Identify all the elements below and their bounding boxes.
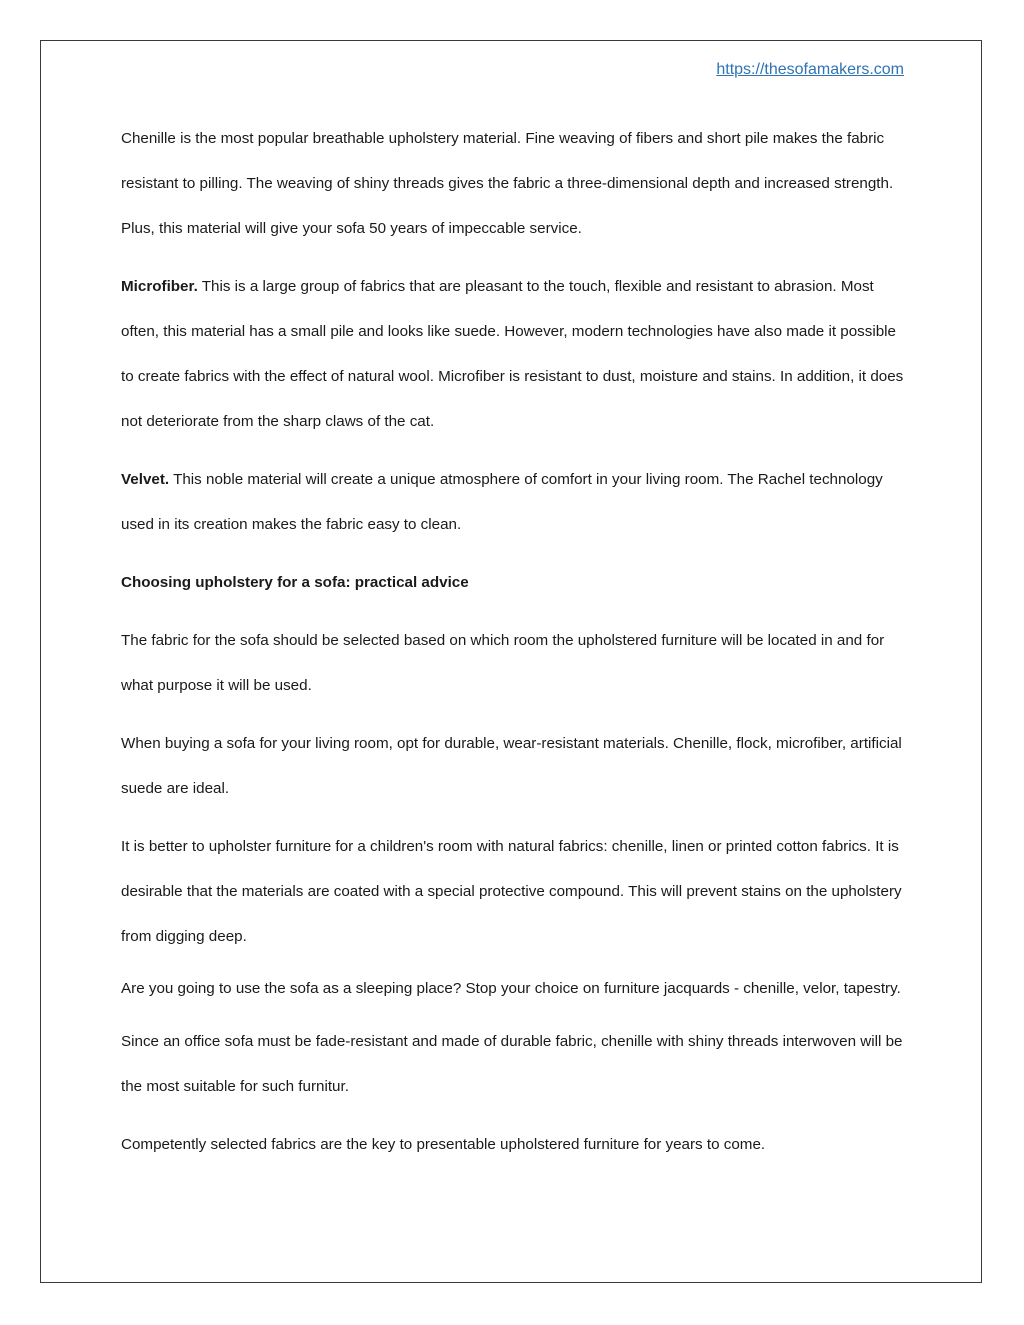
paragraph-sleeping: Are you going to use the sofa as a sleeping place? Stop your choice on furniture jacquards - chenille, velor, tapestry. bbox=[121, 980, 901, 997]
paragraph-chenille: Chenille is the most popular breathable upholstery material. Fine weaving of fibers and short pile makes the fabric resistant to pilling. The weaving of shiny threads gives the fabric a three-dimensional depth and increased strength. Plus, this material will give your sofa 50 years of impeccable service. bbox=[121, 130, 894, 237]
paragraph-living-room: When buying a sofa for your living room, opt for durable, wear-resistant materials. Chenille, flock, microfiber, artificial suede are ideal. bbox=[121, 735, 902, 797]
site-link[interactable]: https://thesofamakers.com bbox=[716, 61, 904, 78]
section-heading: Choosing upholstery for a sofa: practical advice bbox=[121, 574, 469, 591]
microfiber-text: This is a large group of fabrics that are pleasant to the touch, flexible and resistant to abrasion. Most often, this material has a small pile and looks like suede. However, modern technologies have also made it possible to create fabrics with the effect of natural wool. Microfiber is resistant to dust, moisture and stains. In addition, it does not deteriorate from the sharp claws of the cat. bbox=[121, 278, 904, 430]
paragraph-fabric-selection: The fabric for the sofa should be selected based on which room the upholstered furniture will be located in and for what purpose it will be used. bbox=[121, 632, 885, 694]
paragraph-velvet bbox=[121, 457, 911, 547]
paragraph-conclusion: Competently selected fabrics are the key to presentable upholstered furniture for years to come. bbox=[121, 1136, 766, 1153]
microfiber-heading: Microfiber. bbox=[121, 278, 198, 295]
paragraph-microfiber bbox=[121, 264, 911, 444]
velvet-heading: Velvet. bbox=[121, 471, 170, 488]
paragraph-childrens-room: It is better to upholster furniture for a children's room with natural fabrics: chenille, linen or printed cotton fabrics. It is desirable that the materials are coated with a special protective compound. This will prevent stains on the upholstery from digging deep. bbox=[121, 838, 902, 945]
document-body bbox=[121, 116, 911, 1167]
paragraph-office: Since an office sofa must be fade-resistant and made of durable fabric, chenille with shiny threads interwoven will be the most suitable for such furnitur. bbox=[121, 1033, 903, 1095]
velvet-text: This noble material will create a unique atmosphere of comfort in your living room. The Rachel technology used in its creation makes the fabric easy to clean. bbox=[121, 471, 883, 533]
